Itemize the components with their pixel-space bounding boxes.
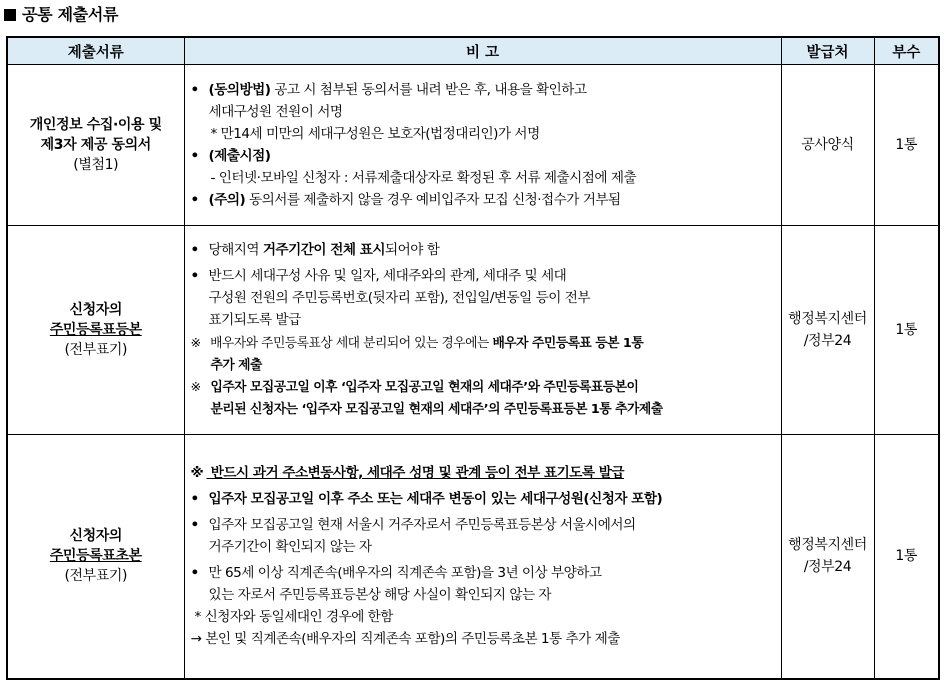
header-documents: 제출서류 — [7, 37, 184, 65]
remark-bold: 배우자 주민등록표 등본 1통 — [492, 336, 644, 351]
reference-mark-icon: ※ — [190, 465, 204, 482]
count-cell: 1통 — [874, 226, 939, 435]
remark-head: 반드시 과거 주소변동사항, 세대주 성명 및 관계 등이 전부 표기도록 발급 — [206, 465, 625, 482]
issuer-line2: /정부24 — [803, 559, 852, 576]
doc-name-line2: 주민등록표등본 — [49, 322, 142, 338]
reference-mark-icon: ※ — [190, 380, 201, 395]
remark-cont: 분리된 신청자는 ‘입주자 모집공고일 현재의 세대주’의 주민등록표등본 1통 추가제출 — [210, 402, 663, 417]
bullet-icon: • — [190, 82, 199, 98]
remark-cont: 거주기간이 확인되지 않는 자 — [208, 539, 372, 556]
issuer-line1: 행정복지센터 — [788, 311, 867, 327]
bullet-icon: • — [190, 148, 199, 164]
remark-text: 반드시 세대구성 사유 및 일자, 세대주와의 관계, 세대주 및 세대 — [208, 268, 567, 284]
section-title — [4, 2, 118, 25]
doc-name-line1: 신청자의 — [69, 528, 122, 545]
bullet-icon: • — [190, 517, 199, 534]
table-row — [7, 226, 939, 435]
issuer-cell — [781, 435, 874, 679]
bullet-icon: • — [190, 491, 199, 508]
doc-name-line3: (전부표기) — [64, 568, 128, 585]
table-row — [7, 435, 939, 679]
count-cell: 1통 — [874, 435, 939, 679]
bullet-icon: • — [190, 192, 199, 208]
doc-name-line2: 제3자 제공 동의서 — [40, 137, 151, 153]
count-cell: 1통 — [874, 65, 939, 226]
header-remarks: 비 고 — [184, 37, 781, 65]
remark-arrow: → 본인 및 직계존속(배우자의 직계존속 포함)의 주민등록초본 1통 추가 제출 — [190, 631, 620, 648]
square-bullet-icon — [4, 9, 16, 21]
doc-name-cell — [7, 226, 184, 435]
issuer-line1: 공사양식 — [801, 137, 854, 153]
remark-text: 만 65세 이상 직계존속(배우자의 직계존속 포함)을 3년 이상 부양하고 — [208, 565, 602, 582]
section-title-text: 공통 제출서류 — [22, 5, 119, 24]
remark-text: 배우자와 주민등록표상 세대 분리되어 있는 경우에는 — [206, 336, 493, 351]
remark-cont: 있는 자로서 주민등록표등본상 해당 사실이 확인되지 않는 자 — [208, 587, 552, 604]
remark-text: 공고 시 첨부된 동의서를 내려 받은 후, 내용을 확인하고 — [270, 82, 587, 98]
issuer-line2: /정부24 — [803, 333, 852, 349]
remark-cont: 세대구성원 전원이 서명 — [208, 104, 343, 120]
doc-name-line1: 개인정보 수집·이용 및 — [29, 117, 162, 133]
remark-sub: * 만14세 미만의 세대구성원은 보호자(법정대리인)가 서명 — [210, 126, 540, 142]
remarks-cell — [184, 65, 781, 226]
remarks-cell — [184, 435, 781, 679]
doc-name-cell — [7, 65, 184, 226]
documents-table — [6, 36, 940, 680]
issuer-line1: 행정복지센터 — [788, 537, 867, 554]
remark-text: 입주자 모집공고일 이후 ‘입주자 모집공고일 현재의 세대주’와 주민등록표등본이 — [206, 380, 639, 395]
bullet-icon: • — [190, 268, 199, 284]
remark-sub: * 신청자와 동일세대인 경우에 한함 — [194, 609, 393, 626]
remark-text: 입주자 모집공고일 현재 서울시 거주자로서 주민등록표등본상 서울시에서의 — [208, 517, 636, 534]
remark-bold: 거주기간이 전체 표시 — [262, 242, 386, 258]
reference-mark-icon: ※ — [190, 336, 201, 351]
issuer-cell — [781, 65, 874, 226]
remark-text: 되어야 함 — [385, 242, 440, 258]
issuer-cell — [781, 226, 874, 435]
remark-sub: - 인터넷·모바일 신청자 : 서류제출대상자로 확정된 후 서류 제출시점에 제출 — [210, 170, 637, 186]
bullet-icon: • — [190, 242, 199, 258]
doc-name-line3: (전부표기) — [64, 342, 128, 358]
doc-name-cell — [7, 435, 184, 679]
table-row — [7, 65, 939, 226]
remarks-cell — [184, 226, 781, 435]
header-issuer: 발급처 — [781, 37, 874, 65]
remark-head: (제출시점) — [208, 148, 271, 164]
doc-name-line3: (별첨1) — [73, 157, 119, 173]
remark-text: 동의서를 제출하지 않을 경우 예비입주자 모집 신청·접수가 거부됨 — [245, 192, 621, 208]
remark-text: 입주자 모집공고일 이후 주소 또는 세대주 변동이 있는 세대구성원(신청자 포함) — [208, 491, 663, 508]
bullet-icon: • — [190, 565, 199, 582]
remark-cont: 추가 제출 — [210, 358, 262, 373]
remark-text: 당해지역 — [208, 242, 263, 258]
remark-head: (동의방법) — [208, 82, 271, 98]
header-count: 부수 — [874, 37, 939, 65]
remark-cont: 구성원 전원의 주민등록번호(뒷자리 포함), 전입일/변동일 등이 전부 — [208, 290, 590, 306]
doc-name-line2: 주민등록표초본 — [49, 548, 142, 565]
table-header-row — [7, 37, 939, 65]
doc-name-line1: 신청자의 — [69, 302, 122, 318]
remark-head: (주의) — [208, 192, 246, 208]
remark-cont: 표기되도록 발급 — [208, 312, 301, 328]
